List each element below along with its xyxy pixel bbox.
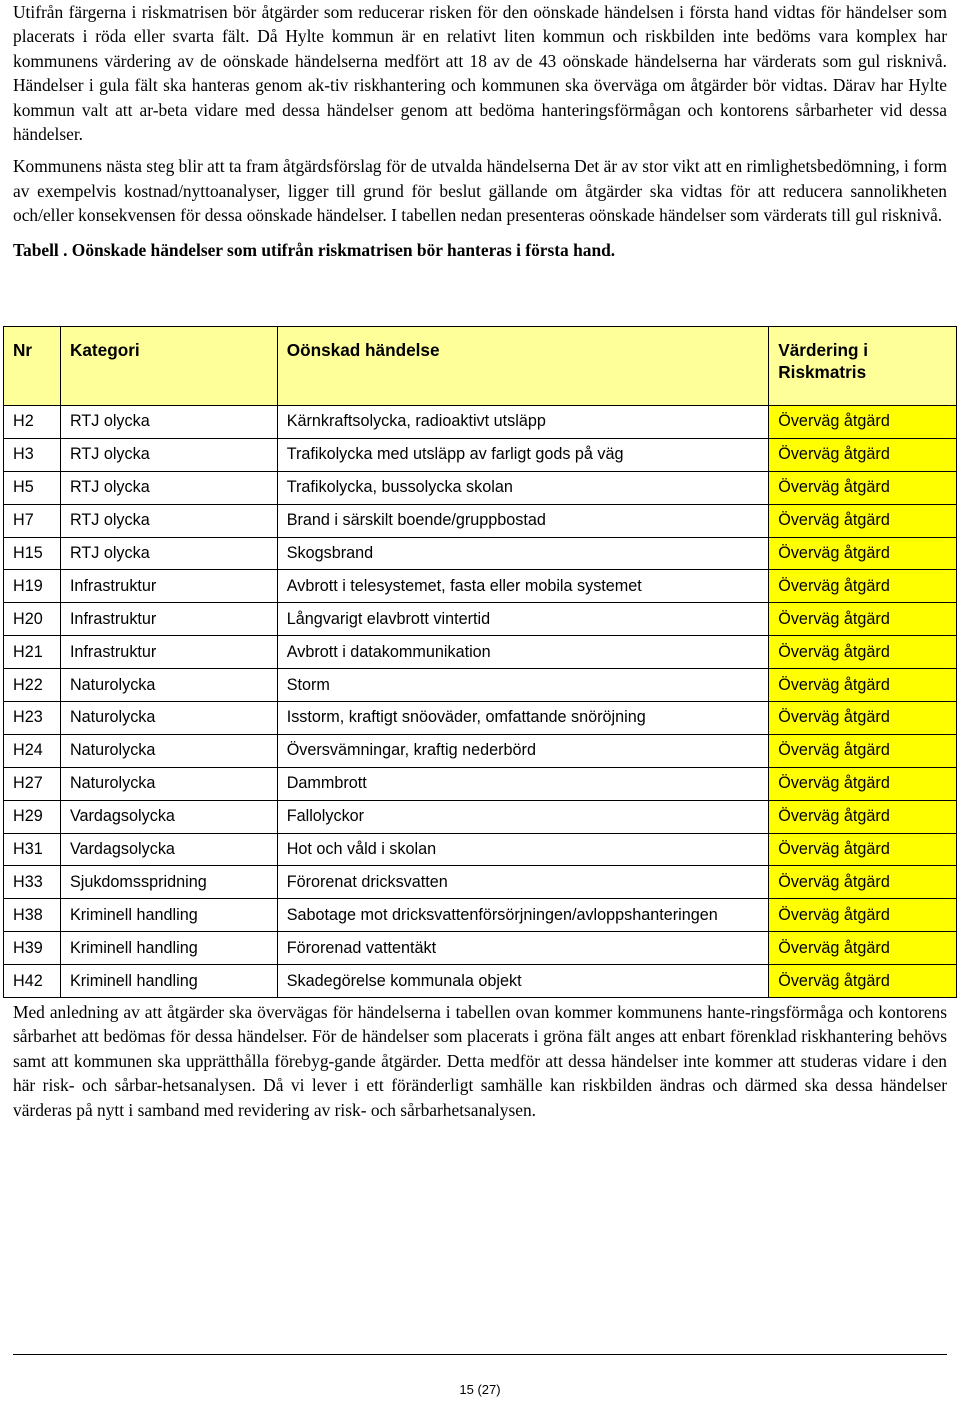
cell-kategori: Naturolycka [60,767,277,800]
cell-kategori: RTJ olycka [60,406,277,439]
cell-vardering: Överväg åtgärd [769,833,957,866]
cell-handelse: Fallolyckor [277,800,769,833]
header-handelse: Oönskad händelse [277,327,769,406]
table-row [4,537,957,570]
cell-vardering: Överväg åtgärd [769,866,957,899]
cell-nr: H15 [4,537,61,570]
cell-vardering: Överväg åtgärd [769,965,957,998]
cell-nr: H42 [4,965,61,998]
header-row [4,327,957,406]
cell-vardering: Överväg åtgärd [769,504,957,537]
cell-handelse: Avbrott i datakommunikation [277,636,769,669]
table-row [4,438,957,471]
cell-vardering: Överväg åtgärd [769,406,957,439]
cell-nr: H19 [4,570,61,603]
document-page [13,0,947,262]
conclusion-paragraph: Med anledning av att åtgärder ska övervägas för händelserna i tabellen ovan kommer kommunens hante-ringsförmåga och kontorens sårbarhet att bedömas för dessa händelser. För de händelser som placerats i gröna fält anges att enbart förenklad riskhantering behövs samt att kommunen ska upprätthålla förebyg-gande åtgärder. Detta medför att dessa händelser inte kommer att studeras vidare i den här risk- och sårbar-hetsanalysen. Då vi lever i ett föränderligt samhälle kan riskbilden ändras och därmed ska dessa händelser värderas på nytt i samband med revidering av risk- och sårbarhetsanalysen. [13,1002,947,1120]
header-kategori: Kategori [60,327,277,406]
cell-nr: H39 [4,932,61,965]
cell-vardering: Överväg åtgärd [769,932,957,965]
cell-vardering: Överväg åtgärd [769,899,957,932]
cell-handelse: Trafikolycka med utsläpp av farligt gods på väg [277,438,769,471]
cell-kategori: Naturolycka [60,669,277,702]
cell-handelse: Hot och våld i skolan [277,833,769,866]
cell-nr: H21 [4,636,61,669]
cell-handelse: Översvämningar, kraftig nederbörd [277,734,769,767]
cell-handelse: Sabotage mot dricksvattenförsörjningen/avloppshanteringen [277,899,769,932]
cell-nr: H5 [4,471,61,504]
cell-vardering: Överväg åtgärd [769,471,957,504]
cell-kategori: RTJ olycka [60,438,277,471]
page-number: 15 (27) [459,1382,501,1397]
table-row [4,471,957,504]
cell-nr: H7 [4,504,61,537]
cell-nr: H38 [4,899,61,932]
cell-vardering: Överväg åtgärd [769,669,957,702]
intro-paragraph-2: Kommunens nästa steg blir att ta fram åtgärdsförslag för de utvalda händelserna Det är av stor vikt att en rimlighetsbedömning, i form av exempelvis kostnad/nyttoanalyser, ligger till grund för beslut gällande om åtgärder ska vidtas för att reducera sannolikheten och/eller konsekvensen för dessa oönskade händelser. I tabellen nedan presenteras oönskade händelser som värderats till gul risknivå. [13,156,947,226]
cell-handelse: Förorenat dricksvatten [277,866,769,899]
table-header [4,327,957,406]
cell-nr: H3 [4,438,61,471]
table-row [4,800,957,833]
cell-kategori: Infrastruktur [60,603,277,636]
cell-handelse: Storm [277,669,769,702]
table-row [4,965,957,998]
header-vardering: Värdering i Riskmatris [769,327,957,406]
cell-vardering: Överväg åtgärd [769,636,957,669]
cell-kategori: Infrastruktur [60,570,277,603]
cell-vardering: Överväg åtgärd [769,767,957,800]
cell-nr: H24 [4,734,61,767]
cell-handelse: Långvarigt elavbrott vintertid [277,603,769,636]
risk-table [3,326,957,998]
cell-nr: H20 [4,603,61,636]
cell-handelse: Isstorm, kraftigt snöoväder, omfattande snöröjning [277,702,769,735]
cell-kategori: Sjukdomsspridning [60,866,277,899]
table-row [4,833,957,866]
table-row [4,767,957,800]
footer-divider [13,1354,947,1355]
cell-kategori: Kriminell handling [60,965,277,998]
table-row [4,899,957,932]
cell-vardering: Överväg åtgärd [769,537,957,570]
table-row [4,669,957,702]
cell-handelse: Skogsbrand [277,537,769,570]
cell-nr: H31 [4,833,61,866]
table-row [4,603,957,636]
table-row [4,702,957,735]
cell-vardering: Överväg åtgärd [769,438,957,471]
cell-kategori: Kriminell handling [60,932,277,965]
table-row [4,406,957,439]
cell-handelse: Förorenad vattentäkt [277,932,769,965]
cell-kategori: Infrastruktur [60,636,277,669]
intro-paragraph-1: Utifrån färgerna i riskmatrisen bör åtgärder som reducerar risken för den oönskade händelsen i första hand vidtas för händelser som placerats i röda eller svarta fält. Då Hylte kommun är en relativt liten kommun och riskbilden inte bedöms vara komplex har kommunens värdering av de oönskade händelserna medfört att 18 av de 43 oönskade händelserna har värderats som gul risknivå. Händelser i gula fält ska hanteras genom ak-tiv riskhantering och kommunen ska överväga om åtgärder bör vidtas. Därav har Hylte kommun valt att ar-beta vidare med dessa händelser genom att bedöma hanteringsförmågan och kontorens sårbarheter vid dessa händelser. [13,2,947,145]
cell-vardering: Överväg åtgärd [769,570,957,603]
cell-handelse: Avbrott i telesystemet, fasta eller mobila systemet [277,570,769,603]
cell-vardering: Överväg åtgärd [769,603,957,636]
cell-nr: H27 [4,767,61,800]
table-row [4,636,957,669]
cell-vardering: Överväg åtgärd [769,800,957,833]
cell-nr: H2 [4,406,61,439]
table-row [4,734,957,767]
table-caption: Tabell . Oönskade händelser som utifrån riskmatrisen bör hanteras i första hand. [13,239,616,260]
header-nr: Nr [4,327,61,406]
table-row [4,570,957,603]
cell-vardering: Överväg åtgärd [769,734,957,767]
cell-kategori: Kriminell handling [60,899,277,932]
cell-kategori: RTJ olycka [60,504,277,537]
cell-kategori: Vardagsolycka [60,833,277,866]
cell-nr: H33 [4,866,61,899]
cell-handelse: Trafikolycka, bussolycka skolan [277,471,769,504]
cell-nr: H22 [4,669,61,702]
cell-kategori: Naturolycka [60,702,277,735]
cell-nr: H29 [4,800,61,833]
cell-vardering: Överväg åtgärd [769,702,957,735]
cell-kategori: RTJ olycka [60,471,277,504]
cell-handelse: Skadegörelse kommunala objekt [277,965,769,998]
cell-kategori: Naturolycka [60,734,277,767]
cell-kategori: RTJ olycka [60,537,277,570]
table-row [4,866,957,899]
cell-handelse: Dammbrott [277,767,769,800]
cell-handelse: Brand i särskilt boende/gruppbostad [277,504,769,537]
cell-handelse: Kärnkraftsolycka, radioaktivt utsläpp [277,406,769,439]
table-body [4,406,957,998]
table-row [4,504,957,537]
cell-nr: H23 [4,702,61,735]
cell-kategori: Vardagsolycka [60,800,277,833]
table-row [4,932,957,965]
